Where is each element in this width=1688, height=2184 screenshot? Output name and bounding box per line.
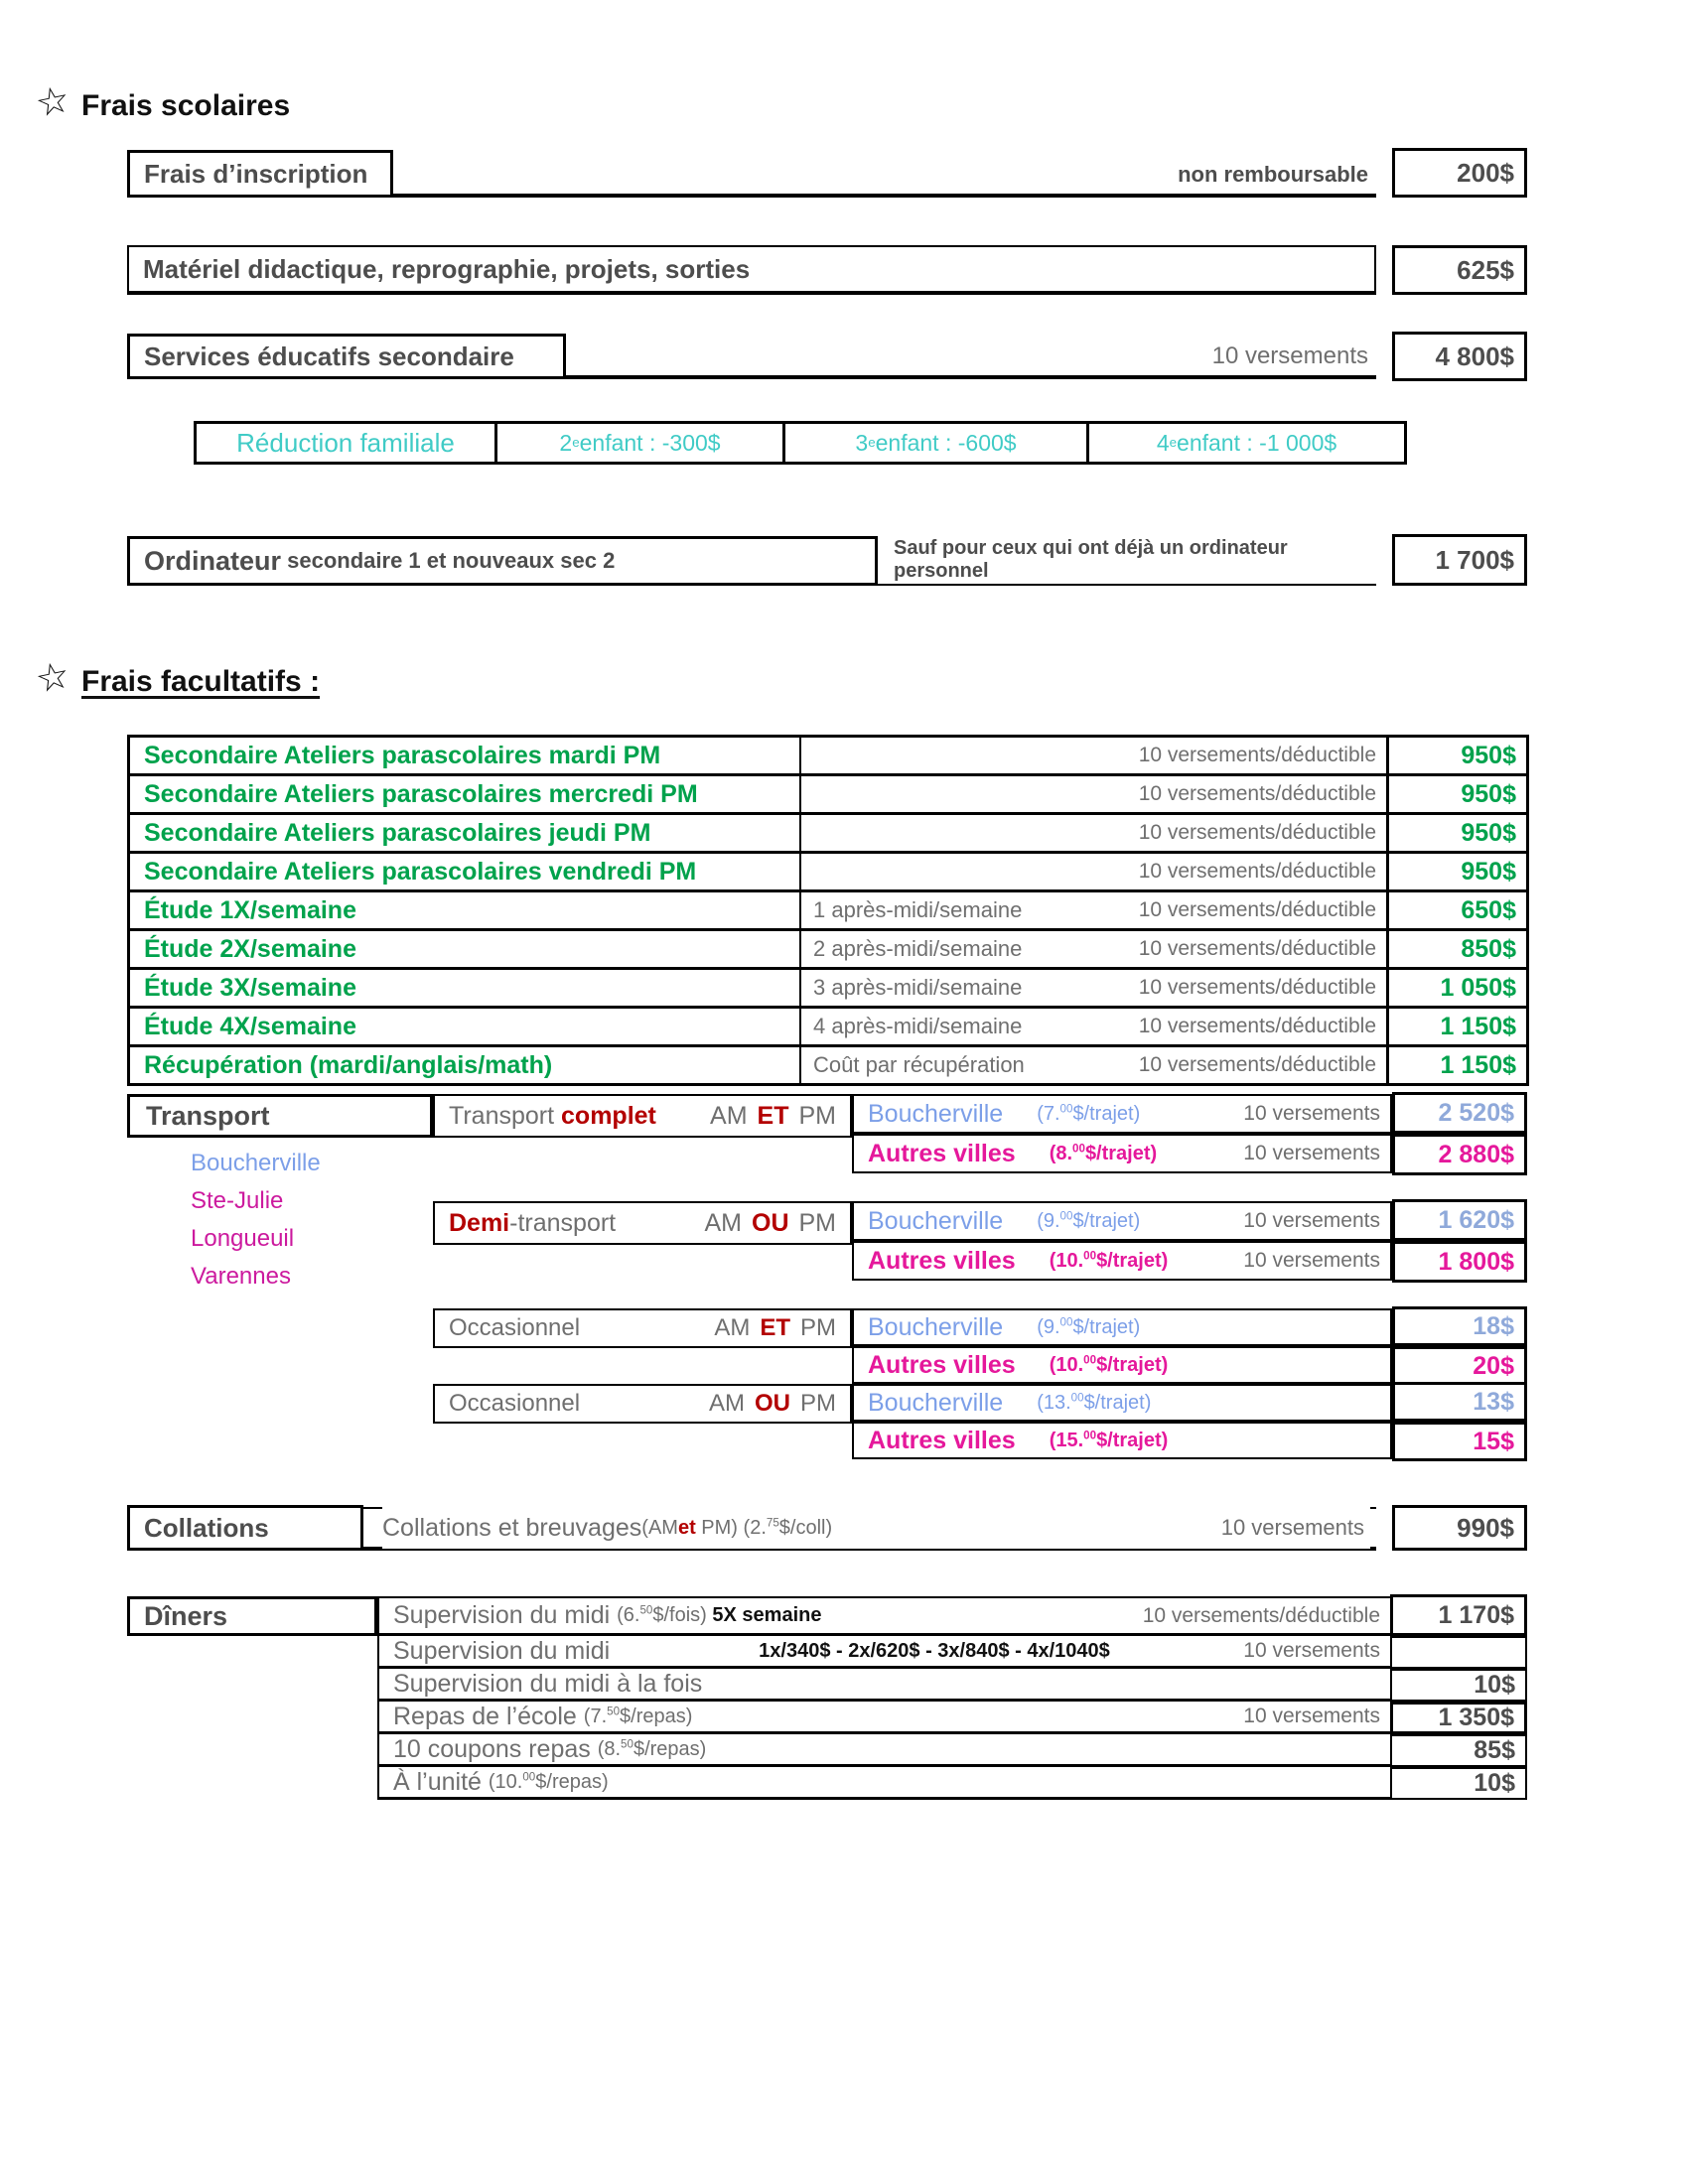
transport-occ1-am: AM [714, 1314, 751, 1341]
rate-sup: 00 [1059, 1101, 1073, 1115]
rate-sup: 75 [766, 1515, 779, 1529]
facultatifs-row [130, 931, 1526, 970]
rate-end: $/trajet) [1083, 1391, 1152, 1414]
rate-end: $/trajet) [1096, 1429, 1169, 1451]
collations-desc-rate [744, 1517, 833, 1540]
reduction-cell-4-n: 4 [1156, 429, 1170, 456]
transport-occ1-box [433, 1308, 852, 1348]
rate-main: (10. [1049, 1249, 1084, 1272]
transport-complet-t1: Transport [449, 1101, 562, 1130]
collations-desc-p1: (AM [641, 1516, 678, 1539]
transport-row-rate [1050, 1354, 1169, 1377]
transport-complet-am: AM [710, 1101, 748, 1130]
facultatifs-row-note: 10 versements/déductible [1138, 860, 1376, 883]
rate-main: (9. [1037, 1209, 1060, 1232]
diners-row-label: Supervision du midi [393, 1636, 611, 1665]
transport-complet-box [433, 1094, 852, 1138]
rate-main: (10. [488, 1770, 523, 1793]
rate-main: (6. [617, 1604, 640, 1626]
facultatifs-row-price: 1 150$ [1386, 1047, 1526, 1083]
reduction-cell-3-n: 3 [855, 429, 869, 456]
diners-row [377, 1734, 1390, 1767]
diners-row [377, 1669, 1390, 1702]
transport-demi-t2: -transport [509, 1208, 617, 1237]
transport-row-price: 1 620$ [1392, 1199, 1527, 1241]
transport-occ1-pm: PM [800, 1314, 836, 1341]
transport-occ2-am: AM [709, 1390, 745, 1417]
rate-main: (7. [583, 1705, 608, 1727]
diners-row [377, 1702, 1390, 1734]
transport-occ2-conj: OU [755, 1390, 790, 1417]
diners-row-price: 1 170$ [1390, 1594, 1527, 1636]
reduction-cell-3-text: enfant : -600$ [875, 429, 1017, 456]
facultatifs-row-label: Récupération (mardi/anglais/math) [130, 1047, 801, 1083]
collations-label: Collations [144, 1512, 269, 1543]
transport-row-city: Boucherville [868, 1099, 1004, 1128]
facultatifs-row-desc: Coût par récupération [813, 1052, 1025, 1077]
transport-row-price: 13$ [1392, 1382, 1527, 1422]
collations-desc-et: et [677, 1516, 696, 1539]
rate-sup: 50 [607, 1704, 621, 1717]
transport-demi-am: AM [704, 1208, 742, 1237]
facultatifs-row [130, 776, 1526, 815]
facultatifs-row-note: 10 versements/déductible [1138, 1015, 1376, 1037]
diners-row-label: Supervision du midi à la fois [393, 1669, 703, 1698]
facultatifs-row-label: Étude 3X/semaine [130, 970, 801, 1006]
rate-sup: 00 [1072, 1141, 1085, 1155]
transport-row [852, 1384, 1392, 1422]
transport-row-price: 2 880$ [1392, 1134, 1527, 1175]
ordinateur-price-box: 1 700$ [1392, 534, 1527, 586]
facultatifs-row-label: Étude 2X/semaine [130, 931, 801, 967]
diners-label-box [127, 1596, 377, 1636]
services-note-text: 10 versements [1211, 342, 1368, 369]
transport-complet-t2: complet [561, 1101, 656, 1130]
transport-row-note: 10 versements [1243, 1142, 1380, 1164]
transport-row-note: 10 versements [1243, 1249, 1380, 1272]
diners-row-price: 10$ [1390, 1669, 1527, 1702]
transport-label-box [127, 1094, 433, 1138]
diners-row-label: À l’unité [393, 1767, 489, 1796]
facultatifs-row-label: Secondaire Ateliers parascolaires jeudi PM [130, 815, 801, 851]
star-glyph: ☆ [32, 77, 74, 127]
transport-row-rate [1037, 1103, 1140, 1126]
ordinateur-note [878, 536, 1376, 584]
facultatifs-row-label: Secondaire Ateliers parascolaires vendredi PM [130, 854, 801, 889]
diners-row-rate [489, 1771, 609, 1794]
transport-row-note: 10 versements [1243, 1102, 1380, 1125]
transport-row [852, 1308, 1392, 1346]
rate-end: $/trajet) [1072, 1209, 1141, 1232]
diners-row-label: Repas de l’école [393, 1702, 584, 1730]
services-note [894, 338, 1368, 375]
transport-row-price: 15$ [1392, 1422, 1527, 1461]
inscription-note-text: non remboursable [1178, 162, 1368, 187]
transport-row [852, 1134, 1392, 1173]
star-icon [32, 77, 74, 127]
rate-end: $/repas) [620, 1705, 693, 1727]
facultatifs-table [127, 735, 1529, 1086]
reduction-cell-3: 3 e enfant : -600$ [782, 421, 1089, 465]
diners-row-rate [617, 1604, 712, 1627]
rate-sup: 00 [1070, 1390, 1084, 1404]
facultatifs-row-note: 10 versements/déductible [1138, 976, 1376, 999]
diners-row-note: 10 versements/déductible [1142, 1603, 1380, 1627]
rate-end: $/repas) [535, 1770, 609, 1793]
transport-row-rate [1050, 1250, 1169, 1273]
rate-end: $/coll) [778, 1516, 833, 1539]
collations-note: 10 versements [1220, 1515, 1364, 1540]
collations-label-box [127, 1505, 363, 1551]
transport-row-city: Autres villes [868, 1246, 1016, 1275]
diners-label: Dîners [144, 1600, 228, 1631]
transport-row-rate [1037, 1392, 1151, 1415]
transport-complet-conj: ET [757, 1101, 789, 1130]
facultatifs-row-note: 10 versements/déductible [1138, 782, 1376, 805]
transport-row-city: Boucherville [868, 1206, 1004, 1235]
rate-end: $/repas) [633, 1737, 707, 1760]
facultatifs-row [130, 1047, 1526, 1083]
ordinateur-label-main: Ordinateur [144, 545, 282, 576]
rate-main: (7. [1037, 1102, 1060, 1125]
star-glyph-2: ☆ [32, 653, 74, 703]
facultatifs-row-label: Secondaire Ateliers parascolaires mardi PM [130, 738, 801, 773]
facultatifs-row-label: Secondaire Ateliers parascolaires mercredi PM [130, 776, 801, 812]
facultatifs-row-desc: 2 après-midi/semaine [813, 936, 1023, 961]
facultatifs-row [130, 892, 1526, 931]
diners-row-rate [584, 1706, 693, 1728]
transport-row-city: Autres villes [868, 1139, 1016, 1167]
transport-row-rate [1050, 1143, 1158, 1165]
diners-row [377, 1767, 1390, 1800]
transport-city-boucherville: Boucherville [191, 1150, 321, 1176]
diners-row-price-empty [1390, 1636, 1527, 1669]
materiel-label: Matériel didactique, reprographie, projets, sorties [143, 253, 751, 284]
rate-main: (8. [597, 1737, 622, 1760]
inscription-label-box [127, 150, 393, 198]
rate-end: $/trajet) [1072, 1315, 1141, 1338]
ordinateur-note-text: Sauf pour ceux qui ont déjà un ordinateur personnel [894, 537, 1288, 582]
rate-main: (9. [1037, 1315, 1060, 1338]
facultatifs-row-desc: 3 après-midi/semaine [813, 975, 1023, 1000]
collations-price-box: 990$ [1392, 1505, 1527, 1551]
rate-end: $/trajet) [1072, 1102, 1141, 1125]
facultatifs-row-note: 10 versements/déductible [1138, 937, 1376, 960]
facultatifs-row-price: 950$ [1386, 815, 1526, 851]
facultatifs-row-price: 950$ [1386, 776, 1526, 812]
rate-sup: 00 [522, 1769, 536, 1783]
rate-main: (15. [1049, 1429, 1084, 1451]
inscription-price-box: 200$ [1392, 148, 1527, 198]
transport-occ1-conj: ET [760, 1314, 790, 1341]
diners-row-bold: 5X semaine [712, 1604, 822, 1626]
facultatifs-row [130, 1009, 1526, 1047]
facultatifs-row [130, 854, 1526, 892]
transport-row-rate [1037, 1316, 1140, 1339]
transport-row-price: 20$ [1392, 1346, 1527, 1386]
rate-main: (13. [1037, 1391, 1071, 1414]
transport-row [852, 1422, 1392, 1459]
diners-row-label: Supervision du midi [393, 1601, 618, 1629]
rate-sup: 00 [1059, 1314, 1073, 1328]
ordinateur-label-box [127, 536, 878, 586]
rate-sup: 00 [1083, 1352, 1097, 1366]
transport-row-price: 1 800$ [1392, 1241, 1527, 1283]
rate-sup: 00 [1083, 1428, 1097, 1441]
facultatifs-row-price: 1 050$ [1386, 970, 1526, 1006]
rate-end: $/trajet) [1096, 1353, 1169, 1376]
transport-demi-pm: PM [798, 1208, 836, 1237]
collations-desc-main: Collations et breuvages [382, 1513, 642, 1542]
transport-city-varennes: Varennes [191, 1263, 291, 1290]
transport-city-longueuil: Longueuil [191, 1225, 295, 1252]
transport-label: Transport [146, 1100, 270, 1131]
diners-row-price: 85$ [1390, 1734, 1527, 1767]
materiel-row-box [127, 245, 1376, 295]
services-label-box [127, 334, 566, 379]
transport-row-price: 2 520$ [1392, 1092, 1527, 1134]
rate-main: (2. [743, 1516, 767, 1539]
facultatifs-row-price: 650$ [1386, 892, 1526, 928]
transport-complet-pm: PM [798, 1101, 836, 1130]
rate-sup: 00 [1059, 1208, 1073, 1222]
transport-occ2-t1: Occasionnel [449, 1390, 581, 1417]
facultatifs-row-price: 1 150$ [1386, 1009, 1526, 1044]
rate-sup: 50 [639, 1603, 653, 1617]
rate-sup: 00 [1083, 1248, 1097, 1262]
transport-row-price: 18$ [1392, 1306, 1527, 1346]
facultatifs-row-note: 10 versements/déductible [1138, 744, 1376, 766]
reduction-cell-2-text: enfant : -300$ [579, 429, 721, 456]
facultatifs-row-price: 950$ [1386, 854, 1526, 889]
diners-row [377, 1596, 1390, 1636]
diners-row-note: 10 versements [1243, 1705, 1380, 1727]
diners-row-rate [598, 1738, 707, 1761]
transport-city-ste-julie: Ste-Julie [191, 1187, 284, 1214]
facultatifs-row-price: 950$ [1386, 738, 1526, 773]
diners-row-mid: 1x/340$ - 2x/620$ - 3x/840$ - 4x/1040$ [759, 1639, 1110, 1662]
transport-row [852, 1346, 1392, 1384]
reduction-cell-4-text: enfant : -1 000$ [1177, 429, 1337, 456]
transport-row-city: Autres villes [868, 1426, 1016, 1454]
facultatifs-row-price: 850$ [1386, 931, 1526, 967]
rate-end: $/trajet) [1096, 1249, 1169, 1272]
reduction-cell-2: 2 e enfant : -300$ [494, 421, 785, 465]
transport-row-rate [1037, 1210, 1140, 1233]
facultatifs-row-label: Étude 1X/semaine [130, 892, 801, 928]
facultatifs-row-desc: 4 après-midi/semaine [813, 1014, 1023, 1038]
transport-row-city: Boucherville [868, 1388, 1004, 1417]
inscription-label: Frais d’inscription [144, 158, 368, 189]
transport-row [852, 1241, 1392, 1281]
transport-row-city: Autres villes [868, 1350, 1016, 1379]
diners-row-price: 1 350$ [1390, 1702, 1527, 1734]
rate-main: (10. [1049, 1353, 1084, 1376]
rate-main: (8. [1049, 1142, 1073, 1164]
facultatifs-row [130, 970, 1526, 1009]
rate-end: $/fois) [652, 1604, 713, 1626]
facultatifs-row-note: 10 versements/déductible [1138, 821, 1376, 844]
rate-sup: 50 [621, 1736, 633, 1750]
collations-desc-p2: PM) [695, 1516, 744, 1539]
services-label: Services éducatifs secondaire [144, 341, 514, 371]
inscription-note [894, 154, 1368, 194]
transport-demi-conj: OU [752, 1208, 789, 1237]
transport-row [852, 1094, 1392, 1134]
reduction-label: Réduction familiale [236, 427, 455, 458]
transport-demi-box [433, 1201, 852, 1245]
facultatifs-row [130, 815, 1526, 854]
facultatifs-row-note: 10 versements/déductible [1138, 1053, 1376, 1076]
transport-row-city: Boucherville [868, 1312, 1004, 1341]
transport-occ2-pm: PM [800, 1390, 836, 1417]
reduction-cell-2-n: 2 [559, 429, 573, 456]
diners-row-price: 10$ [1390, 1767, 1527, 1800]
transport-demi-t1: Demi [449, 1208, 510, 1237]
facultatifs-row-desc: 1 après-midi/semaine [813, 897, 1023, 922]
services-price-box: 4 800$ [1392, 332, 1527, 381]
facultatifs-title: Frais facultatifs : [81, 665, 321, 698]
facultatifs-row-label: Étude 4X/semaine [130, 1009, 801, 1044]
materiel-price-box: 625$ [1392, 245, 1527, 295]
rate-end: $/trajet) [1084, 1142, 1158, 1164]
reduction-label-cell [194, 421, 497, 465]
facultatifs-row [130, 738, 1526, 776]
diners-row [377, 1636, 1390, 1669]
diners-row-label: 10 coupons repas [393, 1734, 598, 1763]
collations-desc [382, 1507, 1370, 1549]
transport-row-rate [1050, 1430, 1169, 1452]
ordinateur-label-sub: secondaire 1 et nouveaux sec 2 [281, 548, 616, 573]
transport-row [852, 1201, 1392, 1241]
page-title: Frais scolaires [81, 89, 291, 122]
transport-occ1-t1: Occasionnel [449, 1314, 581, 1341]
star-icon-2 [32, 653, 74, 703]
facultatifs-row-note: 10 versements/déductible [1138, 898, 1376, 921]
diners-row-note: 10 versements [1243, 1639, 1380, 1662]
transport-row-note: 10 versements [1243, 1209, 1380, 1232]
transport-occ2-box [433, 1384, 852, 1424]
reduction-cell-4: 4 e enfant : -1 000$ [1086, 421, 1407, 465]
